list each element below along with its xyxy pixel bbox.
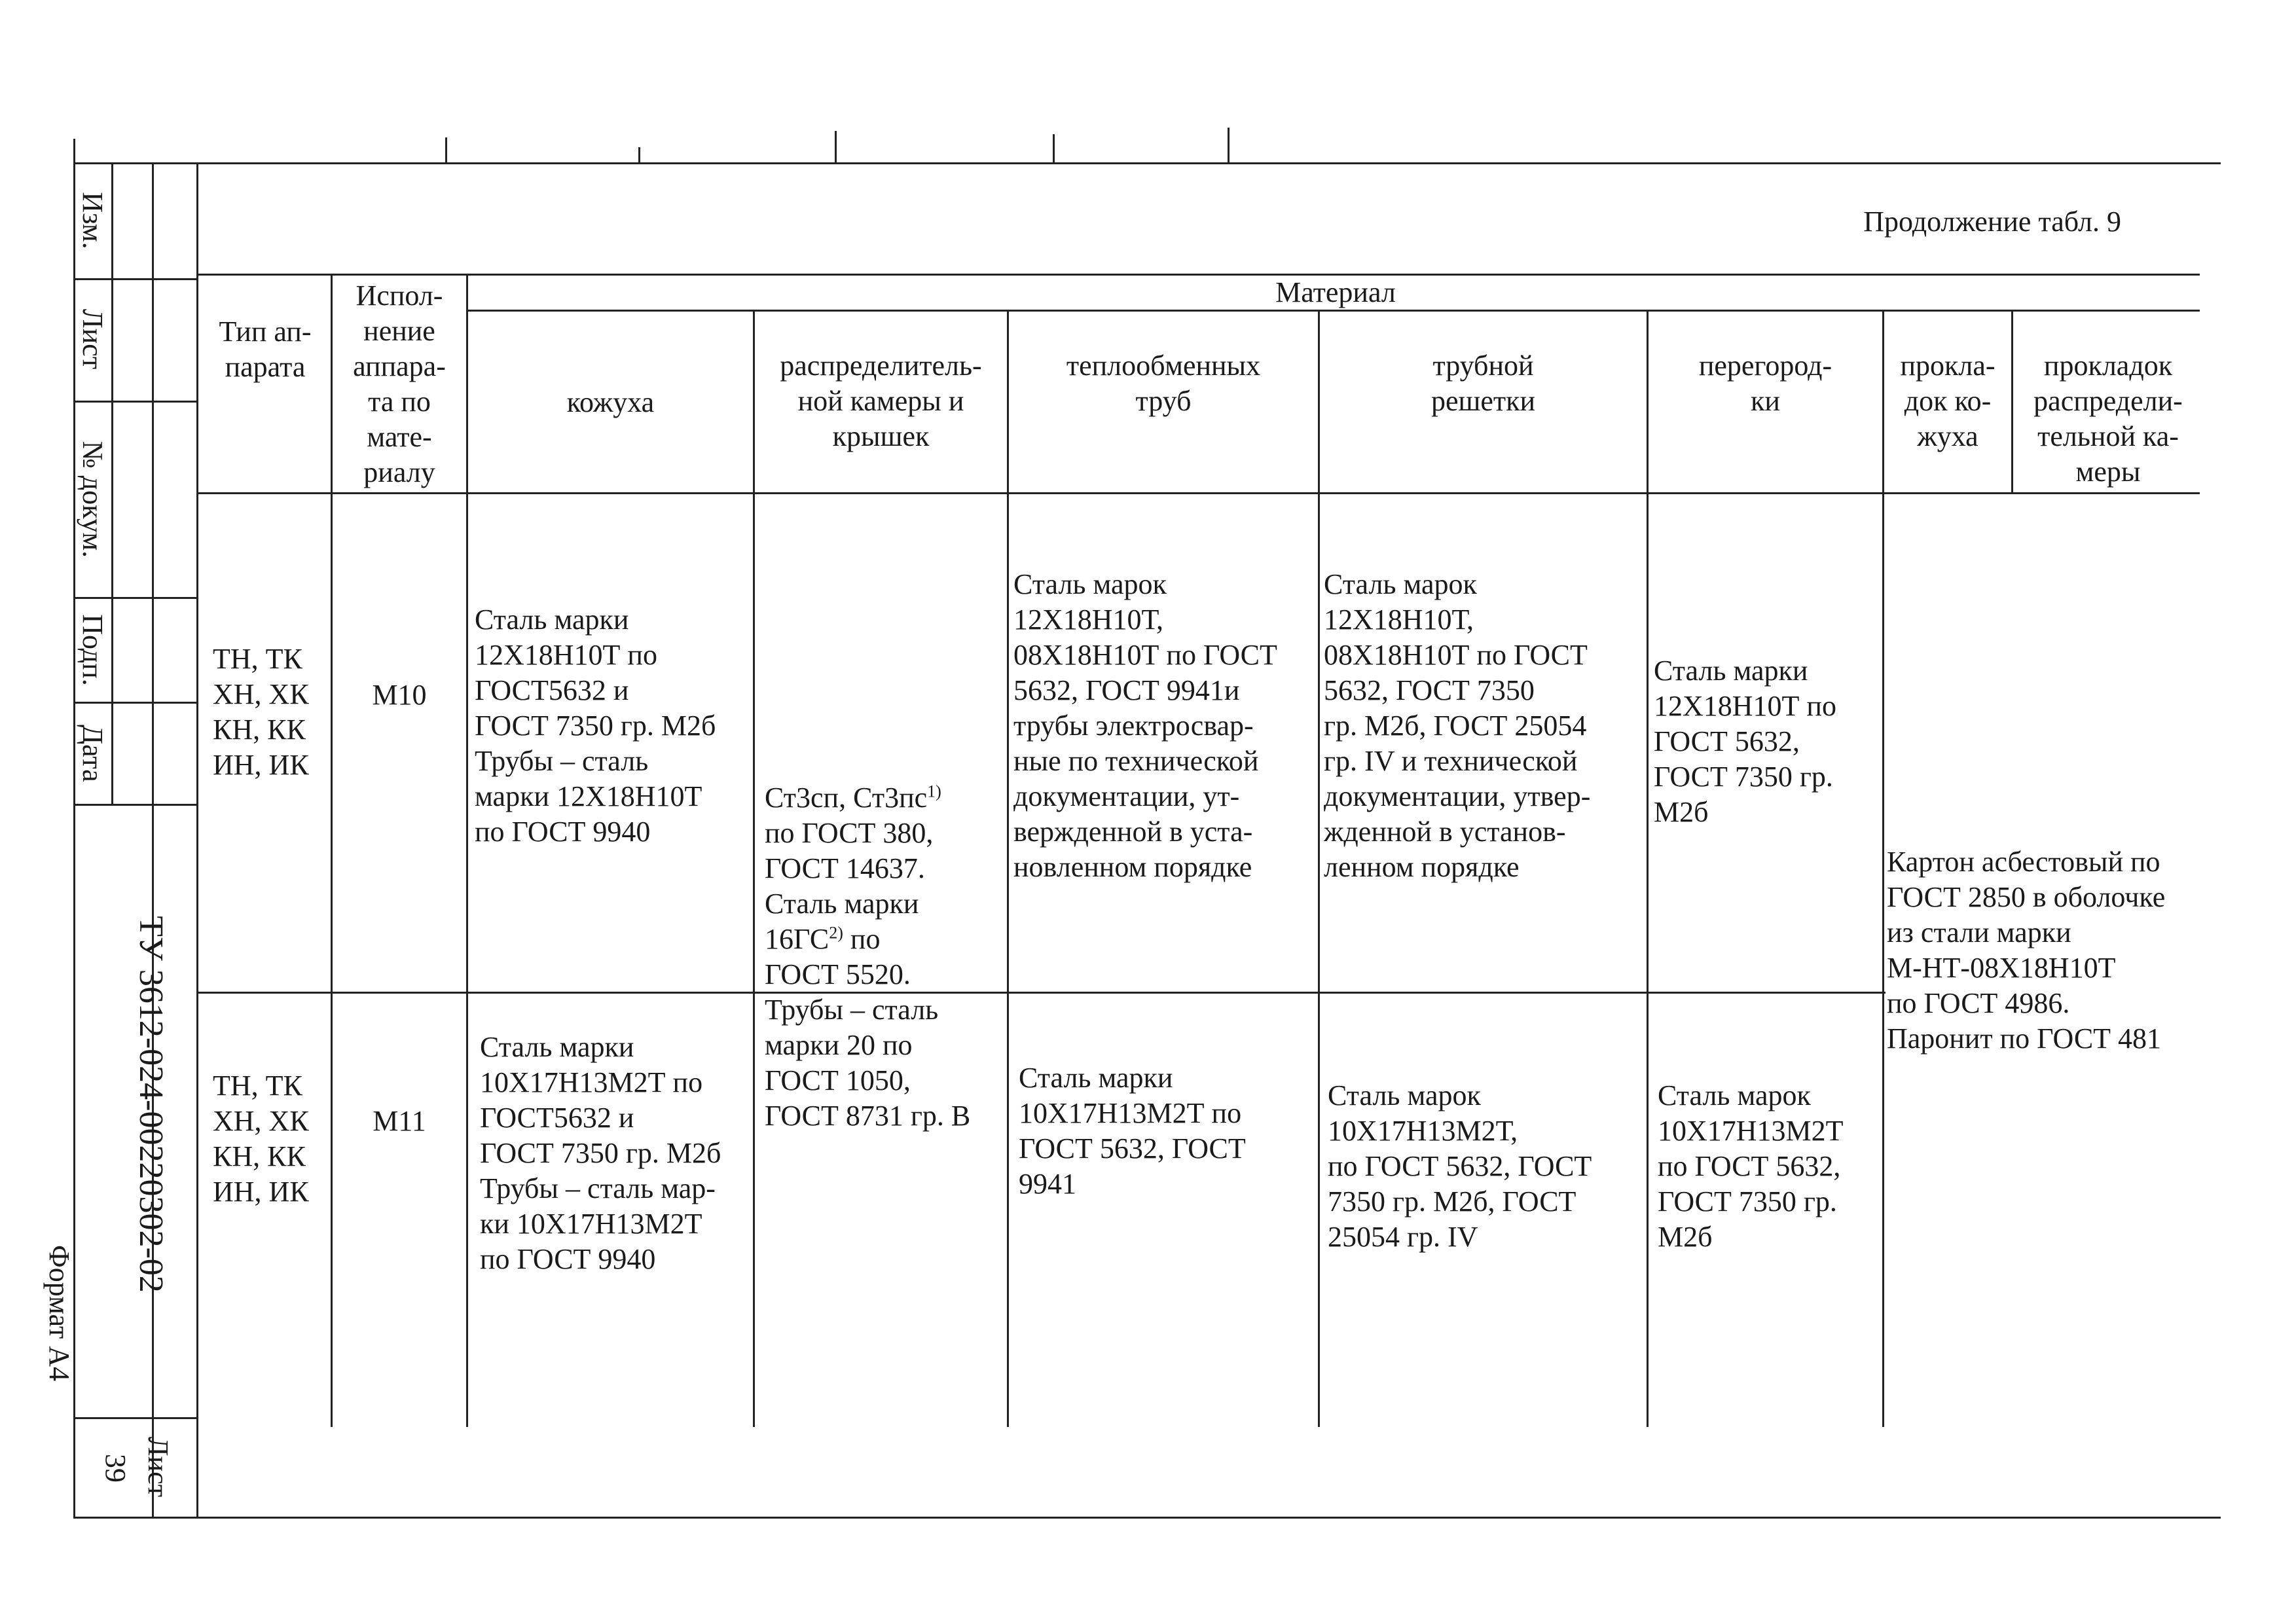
stamp-list-label: Лист [77, 308, 109, 370]
row-m10-baffle-material: Сталь марки 12Х18Н10Т по ГОСТ 5632, ГОСТ 7350 гр. М2б [1654, 655, 1836, 828]
stamp-date-label: Дата [77, 725, 109, 782]
row-m11-shell-material: Сталь марки 10Х17Н13М2Т по ГОСТ5632 и ГОСТ 7350 гр. М2б Трубы – сталь мар- ки 10Х17Н13М2Т по ГОСТ 9940 [480, 1031, 721, 1275]
stamp-sheet-label: Лист [142, 1436, 174, 1498]
row-m10-tubes-material: Сталь марок 12Х18Н10Т, 08Х18Н10Т по ГОСТ 5632, ГОСТ 9941и трубы электросвар- ные по технической документации, ут- вержденной в уста- новленном порядке [1013, 568, 1277, 883]
chamber-common-material: Ст3сп, $Ст3пс^{1)}$ по ГОСТ 380, ГОСТ 14637. Сталь марки 16ГС$^{2)}$ по ГОСТ 5520. Трубы – сталь марки 20 по ГОСТ 1050, ГОСТ 8731 гр. В [765, 782, 971, 1132]
row-m11-baffle-material: Сталь марок 10Х17Н13М2Т по ГОСТ 5632, ГОСТ 7350 гр. М2б [1658, 1079, 1844, 1253]
header-baffle: перегород- ки [1698, 350, 1832, 417]
stamp-doc-number-label: № докум. [77, 441, 109, 558]
header-chamber-gaskets: прокладок распредели- тельной ка- меры [2033, 350, 2183, 488]
row-m11-tubes-material: Сталь марки 10Х17Н13М2Т по ГОСТ 5632, ГОСТ 9941 [1019, 1062, 1246, 1200]
stamp-izm-label: Изм. [77, 192, 109, 249]
header-heat-exchange-tubes: теплообменных труб [1066, 350, 1261, 417]
format-label: Формат А4 [43, 1244, 75, 1382]
header-shell-gaskets: прокла- док ко- жуха [1900, 350, 1995, 452]
row-m11-apparatus-type: ТН, ТК ХН, ХК КН, КК ИН, ИК [213, 1070, 309, 1208]
header-material-execution: Испол- нение аппара- та по мате- риалу [353, 280, 446, 488]
header-apparatus-type: Тип ап- парата [219, 316, 312, 383]
header-material: Материал [1275, 276, 1396, 308]
header-distribution-chamber: распределитель- ной камеры и крышек [780, 350, 982, 452]
continuation-title: Продолжение табл. 9 [1863, 206, 2121, 238]
row-m10-apparatus-type: ТН, ТК ХН, ХК КН, КК ИН, ИК [213, 643, 309, 781]
gaskets-common-material: Картон асбестовый по ГОСТ 2850 в оболочке из стали марки М-НТ-08Х18Н10Т по ГОСТ 4986. Паронит по ГОСТ 481 [1887, 846, 2166, 1055]
row-m11-execution: М11 [373, 1105, 426, 1137]
row-m11-tube-sheet-material: Сталь марок 10Х17Н13М2Т, по ГОСТ 5632, ГОСТ 7350 гр. М2б, ГОСТ 25054 гр. IV [1328, 1079, 1592, 1253]
stamp-signature-label: Подп. [77, 614, 109, 686]
sheet-number: 39 [100, 1454, 132, 1483]
row-m10-tube-sheet-material: Сталь марок 12Х18Н10Т, 08Х18Н10Т по ГОСТ 5632, ГОСТ 7350 гр. М2б, ГОСТ 25054 гр. IV и технической документации, утвер- жденной в установ- ленном порядке [1324, 568, 1591, 883]
row-m10-shell-material: Сталь марки 12Х18Н10Т по ГОСТ5632 и ГОСТ 7350 гр. М2б Трубы – сталь марки 12Х18Н10Т по ГОСТ 9940 [475, 604, 716, 848]
document-designation: ТУ 3612-024-00220302-02 [132, 916, 170, 1293]
header-shell: кожуха [566, 386, 655, 418]
header-tube-sheet: трубной решетки [1430, 350, 1536, 417]
row-m10-execution: М10 [372, 679, 427, 711]
